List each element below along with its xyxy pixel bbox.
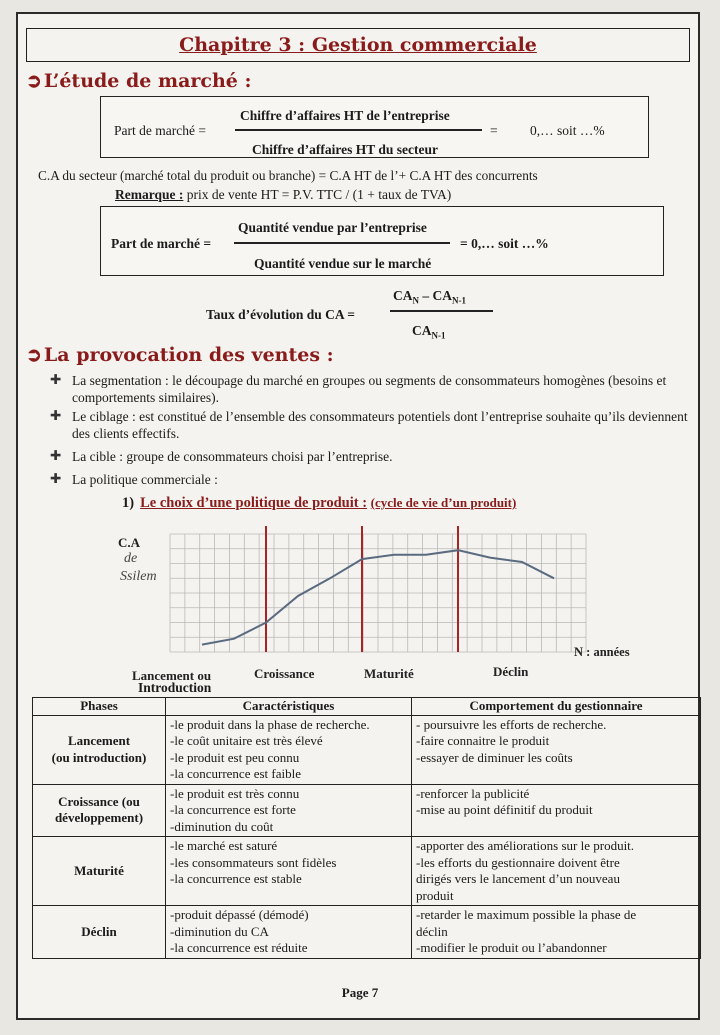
formula3-numerator: $CA_N - CA_{N-1}$ <box>393 288 466 306</box>
cell-text: Maturité <box>74 862 124 878</box>
cell-text: Lancement <box>67 733 131 748</box>
page-title: Chapitre 3 : Gestion commerciale <box>179 34 537 56</box>
cell-text: Croissance (ou <box>58 793 140 809</box>
formula2-numerator: Quantité vendue par l’entreprise <box>238 220 427 235</box>
bullet-cross-icon: ✚ <box>50 448 62 464</box>
cell-text: -faire connaitre le produit <box>416 733 550 748</box>
cell-caracteristiques <box>166 715 412 784</box>
cell-text: -la concurrence est faible <box>170 766 302 781</box>
table-row <box>33 837 701 906</box>
y-axis-label: C.A <box>118 535 141 550</box>
arrow-icon: ➲ <box>26 70 42 92</box>
formula2-result: = 0,… soit …% <box>460 236 549 251</box>
list-item: ✚ La politique commerciale : <box>50 471 218 487</box>
cell-text: développement) <box>54 810 144 826</box>
header-caracteristiques: Caractéristiques <box>166 698 412 716</box>
x-axis-label: N : années <box>574 645 630 659</box>
cell-text: -le marché est saturé <box>170 838 278 853</box>
cell-text: -retarder le maximum possible la phase de <box>416 907 637 922</box>
formula1-denominator: Chiffre d’affaires HT du secteur <box>252 142 438 157</box>
formula2-label: Part de marché = <box>111 236 212 251</box>
y-axis-handwritten-1: de <box>124 551 138 566</box>
bullet-cross-icon: ✚ <box>50 471 62 487</box>
cell-text: -modifier le produit ou l’abandonner <box>416 940 607 955</box>
section-heading-etude: ➲ L’étude de marché : <box>26 70 252 92</box>
formula1-result: 0,… soit …% <box>530 123 605 138</box>
formula3-label: Taux d’évolution du CA = <box>206 307 355 322</box>
cell-text: -produit dépassé (démodé) <box>170 907 309 922</box>
page-number: Page 7 <box>341 985 379 1000</box>
cell-text: -le coût unitaire est très élevé <box>170 733 323 748</box>
cell-text: (ou introduction) <box>51 749 147 765</box>
fraction-bar <box>235 129 482 131</box>
section-heading-provocation: ➲ La provocation des ventes : <box>26 344 334 366</box>
formula1-equals: = <box>490 123 498 138</box>
cell-text: -le produit est très connu <box>170 785 300 801</box>
cell-comportement <box>412 906 701 959</box>
cell-comportement <box>412 715 701 784</box>
table-header-row <box>33 698 701 716</box>
cell-comportement <box>412 784 701 837</box>
table-row <box>33 715 701 784</box>
product-life-cycle-chart <box>108 514 688 694</box>
cell-text: déclin <box>416 923 448 939</box>
table-row <box>33 784 701 837</box>
cell-text: dirigés vers le lancement d’un nouveau <box>416 871 620 886</box>
formula2-denominator: Quantité vendue sur le marché <box>254 256 432 271</box>
header-comportement: Comportement du gestionnaire <box>412 698 701 716</box>
phase-label-croissance: Croissance <box>254 666 315 681</box>
list-item: ✚ Le ciblage : est constitué de l’ensemble des consommateurs potentiels dont l’entreprise souhaite qu’ils deviennent des clients effectifs. <box>50 408 688 441</box>
cell-caracteristiques <box>166 837 412 906</box>
document-page <box>16 12 700 1020</box>
cell-text: -la concurrence est stable <box>170 871 302 886</box>
cell-text: - poursuivre les efforts de recherche. <box>416 716 607 732</box>
cell-text: -les efforts du gestionnaire doivent être <box>416 854 620 870</box>
cell-text: -les consommateurs sont fidèles <box>170 854 337 870</box>
phase-label-introduction: Introduction <box>138 680 212 695</box>
formula3-denominator: $CA_{N-1}$ <box>412 323 446 341</box>
list-item: ✚ La segmentation : le découpage du marché en groupes ou segments de consommateurs homogènes (besoins et comportements similaires). <box>50 372 667 405</box>
cell-phase <box>33 906 166 959</box>
header-phases: Phases <box>33 698 166 716</box>
cell-text: produit <box>416 887 454 903</box>
cell-text: -essayer de diminuer les coûts <box>416 749 573 765</box>
subheading-politique-produit: 1) Le choix d’une politique de produit : (cycle de vie d’un produit) <box>122 495 517 511</box>
list-item: ✚ La cible : groupe de consommateurs choisi par l’entreprise. <box>50 448 393 464</box>
cell-phase <box>33 715 166 784</box>
remarque-line: Remarque : prix de vente HT = P.V. TTC / (1 + taux de TVA) <box>115 187 452 202</box>
table-row <box>33 906 701 959</box>
bullet-cross-icon: ✚ <box>50 372 62 388</box>
cell-comportement <box>412 837 701 906</box>
cell-text: -apporter des améliorations sur le produit. <box>416 838 635 853</box>
cell-text: -la concurrence est forte <box>170 802 296 817</box>
ca-secteur-line: C.A du secteur (marché total du produit ou branche) = C.A HT de l’+ C.A HT des concurrents <box>38 168 538 183</box>
cell-text: -diminution du coût <box>170 818 274 834</box>
phase-label-lancement: Lancement ou <box>132 668 212 683</box>
title-box <box>26 28 690 62</box>
y-axis-handwritten-2: Ssilem <box>120 569 157 584</box>
arrow-icon: ➲ <box>26 344 42 366</box>
cell-text: -diminution du CA <box>170 923 269 939</box>
cell-text: Déclin <box>81 923 117 939</box>
cell-phase <box>33 784 166 837</box>
cell-text: -le produit est peu connu <box>170 749 300 765</box>
cell-text: -la concurrence est réduite <box>170 940 308 955</box>
phase-label-declin: Déclin <box>493 664 529 679</box>
cell-text: -renforcer la publicité <box>416 785 530 801</box>
bullet-cross-icon: ✚ <box>50 408 62 424</box>
cell-phase <box>33 837 166 906</box>
fraction-bar <box>390 310 493 312</box>
phase-label-maturite: Maturité <box>364 666 414 681</box>
fraction-bar <box>234 242 450 244</box>
formula1-numerator: Chiffre d’affaires HT de l’entreprise <box>240 108 450 123</box>
phases-table <box>32 697 701 959</box>
cell-text: -le produit dans la phase de recherche. <box>170 716 370 732</box>
cell-text: -mise au point définitif du produit <box>416 802 593 817</box>
formula1-label: Part de marché = <box>114 123 206 138</box>
cell-caracteristiques <box>166 906 412 959</box>
cell-caracteristiques <box>166 784 412 837</box>
